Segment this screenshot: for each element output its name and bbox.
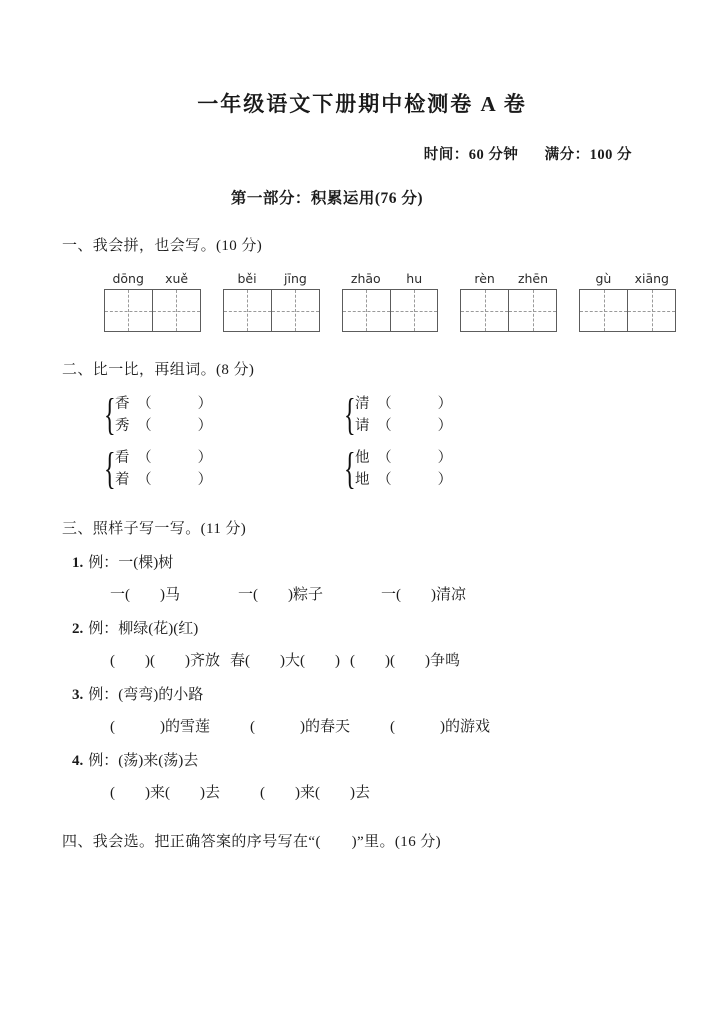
compare-row[interactable] xyxy=(355,415,452,437)
answer-blank[interactable]: （ ） xyxy=(377,472,453,489)
brace-pair xyxy=(344,390,532,440)
tianzige-cell[interactable] xyxy=(508,290,556,331)
example-item-4 xyxy=(62,749,676,802)
compare-char: 清 xyxy=(355,396,370,413)
answer-blank[interactable]: （ ） xyxy=(377,396,453,413)
tianzige-cell[interactable] xyxy=(461,290,508,331)
brace-icon: { xyxy=(344,444,356,494)
tianzige-cell[interactable] xyxy=(152,290,200,331)
compare-row[interactable] xyxy=(355,447,452,469)
example-item-3 xyxy=(62,683,676,736)
answer-slot[interactable]: ( )( )争鸣 xyxy=(349,653,460,670)
tianzige-cell[interactable] xyxy=(390,290,438,331)
tianzige-grid[interactable] xyxy=(342,289,439,332)
section-2-heading: 二、比一比，再组词。(8 分) xyxy=(62,362,255,379)
time-limit: 时间：60 分钟 xyxy=(423,147,519,164)
pinyin-syllable: hu xyxy=(406,271,423,287)
pinyin-syllable: zhāo xyxy=(350,271,381,287)
section-4-heading: 四、我会选。把正确答案的序号写在“( )”里。(16 分) xyxy=(62,834,442,851)
tianzige-grid[interactable] xyxy=(460,289,557,332)
part-one-title: 第一部分：积累运用(76 分) xyxy=(230,190,424,208)
compare-row[interactable] xyxy=(115,447,212,469)
example-header xyxy=(72,749,676,770)
pinyin-syllable: xuě xyxy=(165,271,189,287)
answer-blank[interactable]: （ ） xyxy=(137,472,213,489)
pinyin-syllable: rèn xyxy=(474,271,495,287)
pinyin-syllable: gù xyxy=(595,271,612,287)
pinyin-syllable: běi xyxy=(237,271,257,287)
pinyin-group xyxy=(342,271,439,332)
tianzige-cell[interactable] xyxy=(580,290,627,331)
example-item-1 xyxy=(62,551,676,604)
compare-char: 着 xyxy=(115,472,130,489)
tianzige-cell[interactable] xyxy=(224,290,271,331)
compare-row[interactable] xyxy=(115,415,212,437)
compare-char: 香 xyxy=(115,396,130,413)
answer-blank[interactable]: （ ） xyxy=(137,396,213,413)
total-score: 满分：100 分 xyxy=(544,147,632,164)
pinyin-labels xyxy=(460,271,557,286)
pinyin-syllable: jīng xyxy=(284,271,307,287)
brace-line xyxy=(104,390,676,440)
tianzige-cell[interactable] xyxy=(271,290,319,331)
brace-icon: { xyxy=(104,444,116,494)
example-text: 例：一(棵)树 xyxy=(88,555,174,572)
example-answers xyxy=(110,781,676,802)
answer-slot[interactable]: 一( )马 xyxy=(110,587,180,604)
answer-slot[interactable]: 一( )粽子 xyxy=(238,587,323,604)
answer-slot[interactable]: ( )的春天 xyxy=(250,719,350,736)
compare-char: 看 xyxy=(115,450,130,467)
item-number: 3. xyxy=(72,687,84,704)
answer-blank[interactable]: （ ） xyxy=(377,450,453,467)
item-number: 2. xyxy=(72,621,84,638)
answer-slot[interactable]: ( )的游戏 xyxy=(390,719,490,736)
section-1-heading: 一、我会拼，也会写。(10 分) xyxy=(62,238,263,255)
compare-char: 秀 xyxy=(115,418,130,435)
example-header xyxy=(72,617,676,638)
compare-char: 请 xyxy=(355,418,370,435)
exam-body xyxy=(0,234,724,851)
brace-pair xyxy=(104,390,292,440)
pinyin-group xyxy=(579,271,676,332)
answer-slot[interactable]: ( )的雪莲 xyxy=(110,719,210,736)
pinyin-syllable: dōng xyxy=(112,271,144,287)
example-text: 例：(荡)来(荡)去 xyxy=(88,753,199,770)
brace-icon: { xyxy=(104,390,116,440)
tianzige-grid[interactable] xyxy=(104,289,201,332)
example-answers xyxy=(110,583,676,604)
tianzige-cell[interactable] xyxy=(105,290,152,331)
compare-row[interactable] xyxy=(355,393,452,415)
answer-blank[interactable]: （ ） xyxy=(137,450,213,467)
compare-row[interactable] xyxy=(115,469,212,491)
brace-line xyxy=(104,444,676,494)
example-answers xyxy=(110,715,676,736)
compare-row[interactable] xyxy=(115,393,212,415)
compare-char: 他 xyxy=(355,450,370,467)
brace-icon: { xyxy=(344,390,356,440)
answer-blank[interactable]: （ ） xyxy=(137,418,213,435)
pinyin-labels xyxy=(104,271,201,286)
compare-char: 地 xyxy=(355,472,370,489)
tianzige-cell[interactable] xyxy=(627,290,675,331)
example-answers xyxy=(110,649,676,670)
brace-pair xyxy=(104,444,292,494)
brace-pair xyxy=(344,444,532,494)
pinyin-syllable: xiāng xyxy=(634,271,669,287)
item-number: 1. xyxy=(72,555,84,572)
pinyin-group xyxy=(460,271,557,332)
pinyin-syllable: zhēn xyxy=(517,271,549,287)
example-header xyxy=(72,683,676,704)
answer-blank[interactable]: （ ） xyxy=(377,418,453,435)
answer-slot[interactable]: ( )( )齐放 xyxy=(110,653,220,670)
example-text: 例：柳绿(花)(红) xyxy=(88,621,199,638)
answer-slot[interactable]: 一( )清凉 xyxy=(381,587,466,604)
tianzige-grid[interactable] xyxy=(579,289,676,332)
answer-slot[interactable]: ( )来( )去 xyxy=(110,785,220,802)
page-title: 一年级语文下册期中检测卷 A 卷 xyxy=(197,92,527,116)
compare-words-block xyxy=(104,390,676,494)
pinyin-labels xyxy=(223,271,320,286)
example-item-2 xyxy=(62,617,676,670)
compare-row[interactable] xyxy=(355,469,452,491)
example-header xyxy=(72,551,676,572)
pinyin-group xyxy=(223,271,320,332)
exam-meta xyxy=(0,143,724,164)
tianzige-cell[interactable] xyxy=(343,290,390,331)
item-number: 4. xyxy=(72,753,84,770)
pinyin-grid-row xyxy=(104,271,676,332)
pinyin-labels xyxy=(342,271,439,286)
pinyin-group xyxy=(104,271,201,332)
answer-slot[interactable]: 春( )大( ) xyxy=(229,653,340,670)
example-text: 例：(弯弯)的小路 xyxy=(88,687,204,704)
pinyin-labels xyxy=(579,271,676,286)
answer-slot[interactable]: ( )来( )去 xyxy=(259,785,370,802)
tianzige-grid[interactable] xyxy=(223,289,320,332)
section-3-heading: 三、照样子写一写。(11 分) xyxy=(62,521,247,538)
